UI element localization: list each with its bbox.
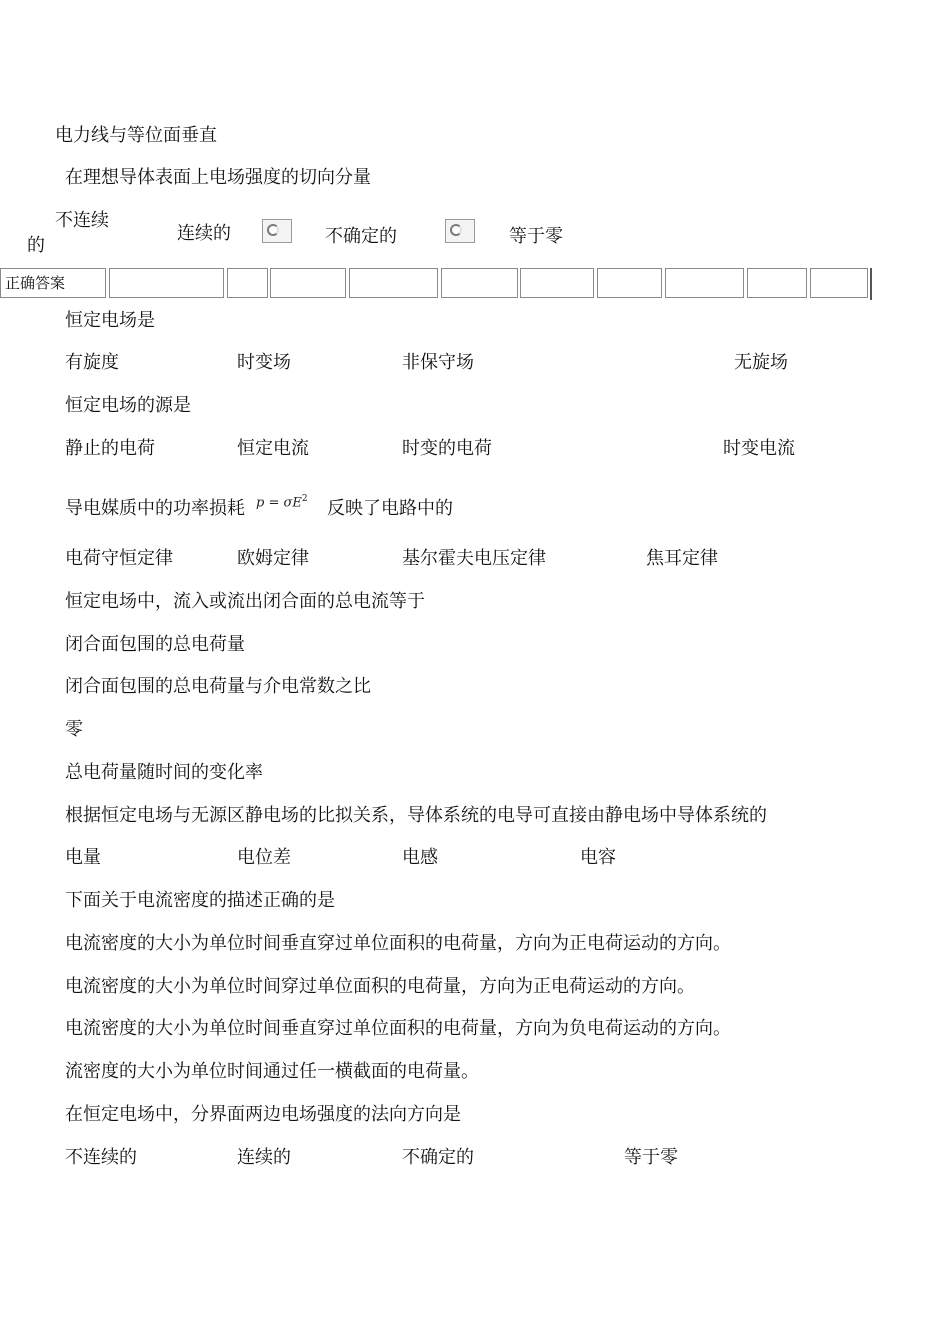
question-3-after: 反映了电路中的 [327,498,453,519]
question-tangent: 在理想导体表面上电场强度的切向分量 [65,167,371,188]
question-2: 恒定电场的源是 [65,395,191,416]
q6-option-d: 流密度的大小为单位时间通过任一横截面的电荷量。 [65,1061,479,1082]
answer-cell[interactable] [109,268,224,298]
q5-option-a: 电量 [65,847,101,868]
question-4: 恒定电场中，流入或流出闭合面的总电流等于 [65,591,425,612]
q3-option-b: 欧姆定律 [237,548,309,569]
question-1: 恒定电场是 [65,310,155,331]
previous-answer-text: 电力线与等位面垂直 [55,125,217,146]
radio-option-c[interactable] [262,219,292,243]
question-5: 根据恒定电场与无源区静电场的比拟关系，导体系统的电导可直接由静电场中导体系统的 [65,805,767,826]
option-c: 不确定的 [325,226,397,247]
q2-option-b: 恒定电流 [237,438,309,459]
q3-option-a: 电荷守恒定律 [65,548,173,569]
answer-cell[interactable] [520,268,594,298]
question-6: 下面关于电流密度的描述正确的是 [65,890,335,911]
answer-cell[interactable] [349,268,438,298]
option-d: 等于零 [509,226,563,247]
q1-option-b: 时变场 [237,352,291,373]
question-7: 在恒定电场中，分界面两边电场强度的法向方向是 [65,1104,461,1125]
q4-option-a: 闭合面包围的总电荷量 [65,634,245,655]
q2-option-c: 时变的电荷 [402,438,492,459]
answer-label-cell: 正确答案 [0,268,106,298]
answer-cell[interactable] [441,268,518,298]
q1-option-c: 非保守场 [402,352,474,373]
q5-option-b: 电位差 [237,847,291,868]
answer-cell[interactable] [270,268,346,298]
power-loss-formula: $p = \sigma E^2$ [256,494,308,511]
q1-option-d: 无旋场 [734,352,788,373]
answer-cell[interactable] [665,268,744,298]
q4-option-c: 零 [65,719,83,740]
q3-option-c: 基尔霍夫电压定律 [402,548,546,569]
q4-option-d: 总电荷量随时间的变化率 [65,762,263,783]
option-a-line2: 的 [27,235,45,256]
table-right-border [870,268,872,300]
q6-option-a: 电流密度的大小为单位时间垂直穿过单位面积的电荷量，方向为正电荷运动的方向。 [65,933,731,954]
answer-cell[interactable] [227,268,268,298]
q7-option-a: 不连续的 [65,1147,137,1168]
answer-cell[interactable] [810,268,868,298]
option-b: 连续的 [177,223,231,244]
option-a-line1: 不连续 [55,210,109,231]
q2-option-a: 静止的电荷 [65,438,155,459]
q3-option-d: 焦耳定律 [646,548,718,569]
q5-option-d: 电容 [580,847,616,868]
q5-option-c: 电感 [402,847,438,868]
q6-option-b: 电流密度的大小为单位时间穿过单位面积的电荷量，方向为正电荷运动的方向。 [65,976,695,997]
q7-option-b: 连续的 [237,1147,291,1168]
radio-option-d[interactable] [445,219,475,243]
q4-option-b: 闭合面包围的总电荷量与介电常数之比 [65,676,371,697]
q7-option-c: 不确定的 [402,1147,474,1168]
q1-option-a: 有旋度 [65,352,119,373]
q2-option-d: 时变电流 [723,438,795,459]
answer-cell[interactable] [747,268,807,298]
q7-option-d: 等于零 [624,1147,678,1168]
q6-option-c: 电流密度的大小为单位时间垂直穿过单位面积的电荷量，方向为负电荷运动的方向。 [65,1018,731,1039]
formula-exponent: 2 [301,494,308,504]
answer-cell[interactable] [597,268,662,298]
question-3-before: 导电媒质中的功率损耗 [65,498,245,519]
